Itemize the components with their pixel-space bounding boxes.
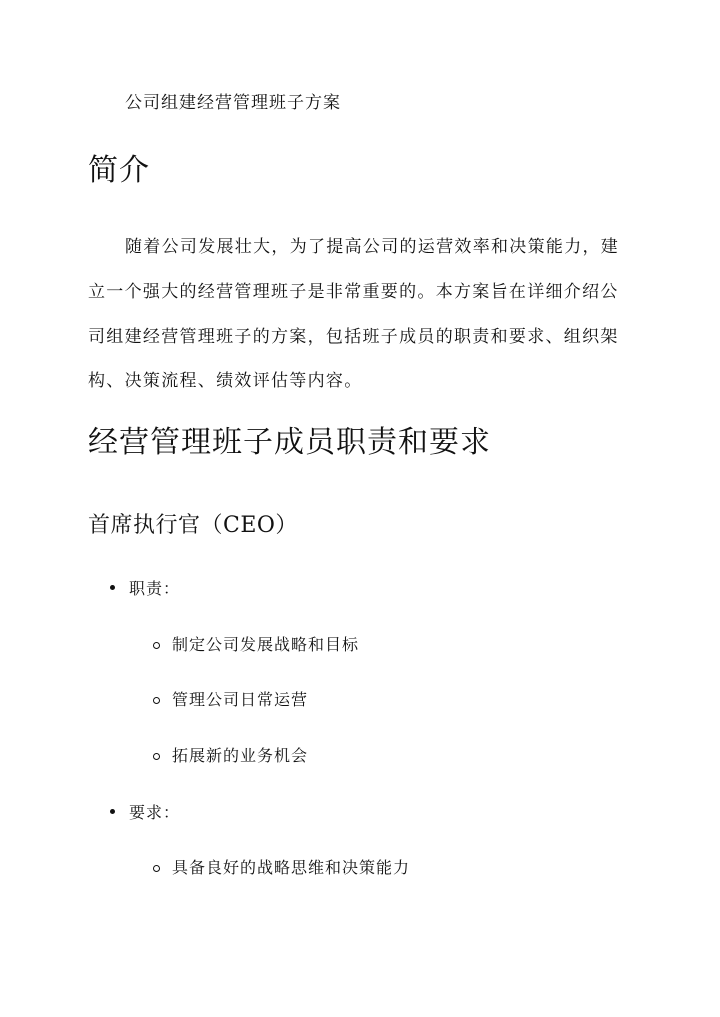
requirement-item-text: 具备良好的战略思维和决策能力 bbox=[172, 858, 411, 877]
bullet-circle-icon bbox=[153, 865, 160, 872]
bullet-dot-icon bbox=[110, 585, 115, 590]
duties-label: 职责： bbox=[129, 579, 181, 598]
bullet-dot-icon bbox=[110, 809, 115, 814]
duty-item bbox=[153, 743, 308, 766]
duty-item-text: 拓展新的业务机会 bbox=[172, 746, 309, 765]
intro-paragraph-line: 司组建经营管理班子的方案，包括班子成员的职责和要求、组织架 bbox=[88, 327, 619, 347]
bullet-circle-icon bbox=[153, 697, 160, 704]
intro-paragraph-line: 构、决策流程、绩效评估等内容。 bbox=[88, 371, 363, 391]
bullet-circle-icon bbox=[153, 753, 160, 760]
duty-item-text: 管理公司日常运营 bbox=[172, 690, 309, 709]
requirements-label: 要求： bbox=[129, 803, 181, 822]
ceo-heading: 首席执行官（CEO） bbox=[88, 513, 298, 538]
intro-paragraph-line: 随着公司发展壮大，为了提高公司的运营效率和决策能力，建 bbox=[125, 237, 620, 257]
duty-item bbox=[153, 687, 308, 710]
requirements-bullet bbox=[110, 800, 180, 823]
duty-item bbox=[153, 632, 359, 655]
intro-heading: 简介 bbox=[88, 153, 150, 188]
bullet-circle-icon bbox=[153, 642, 160, 649]
requirement-item bbox=[153, 855, 410, 878]
members-heading: 经营管理班子成员职责和要求 bbox=[88, 425, 491, 460]
intro-paragraph-line: 立一个强大的经营管理班子是非常重要的。本方案旨在详细介绍公 bbox=[88, 282, 619, 302]
document-title: 公司组建经营管理班子方案 bbox=[125, 93, 341, 113]
duty-item-text: 制定公司发展战略和目标 bbox=[172, 635, 360, 654]
duties-bullet bbox=[110, 576, 180, 599]
